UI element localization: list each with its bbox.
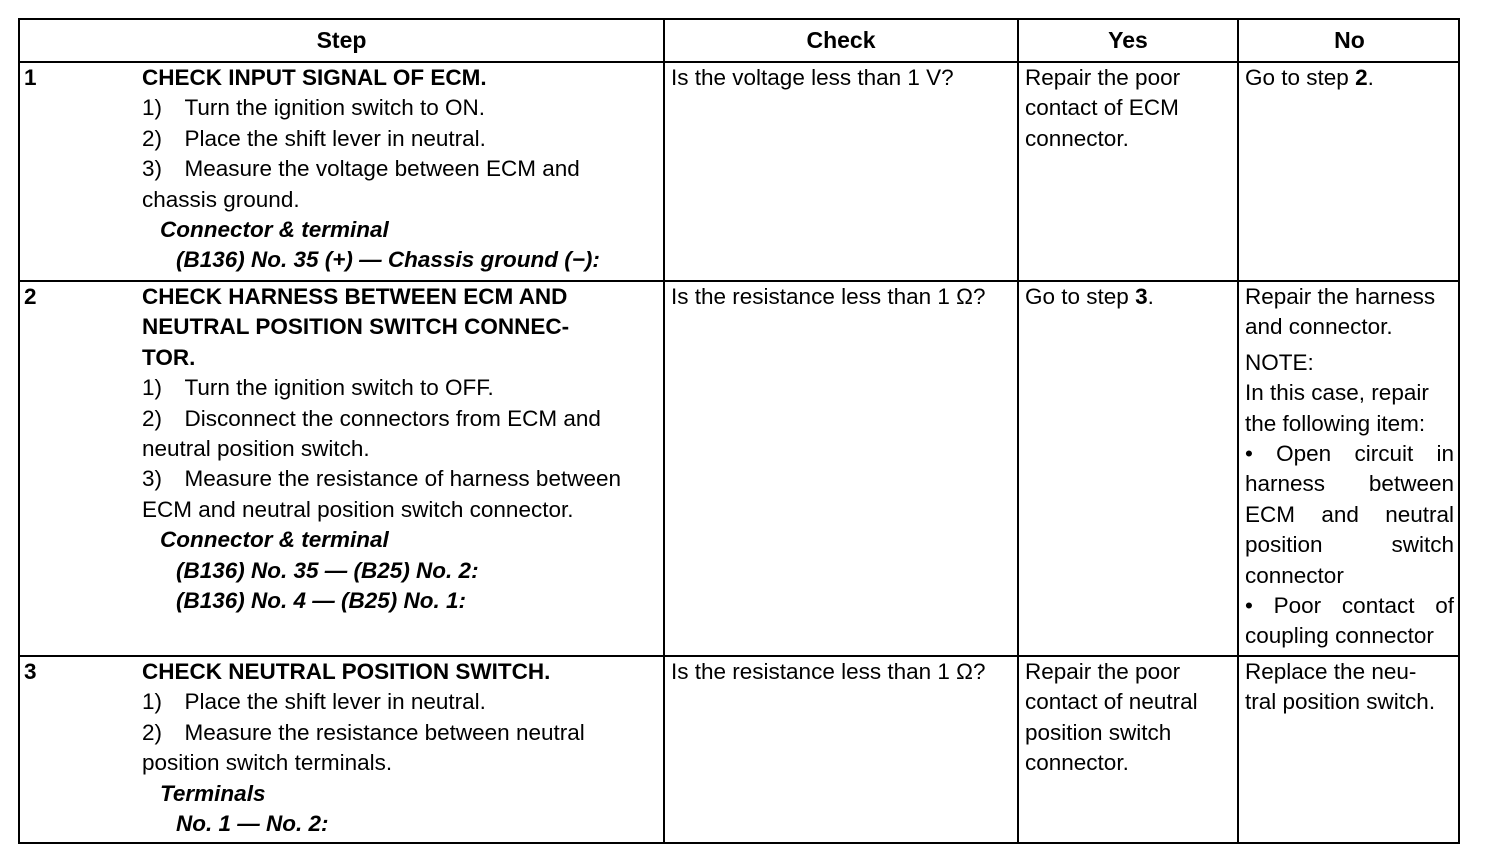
header-no: No (1334, 27, 1365, 53)
column-divider (663, 20, 665, 842)
step-line: neutral position switch. (142, 436, 370, 462)
yes-text: . (1147, 284, 1154, 309)
yes-line: position switch (1025, 719, 1172, 745)
yes-action (1025, 657, 1198, 779)
yes-action (1025, 282, 1154, 312)
no-line: tral position switch. (1245, 689, 1436, 715)
connector-terminal: (B136) No. 35 (+) — Chassis ground (−): (176, 247, 600, 273)
step-line: 3) Measure the voltage between ECM and (142, 156, 580, 182)
step-description (142, 63, 660, 276)
step-line: 1) Turn the ignition switch to ON. (142, 95, 486, 121)
step-number: 3 (24, 659, 37, 684)
check-question: Is the voltage less than 1 V? (671, 65, 954, 90)
no-line: coupling connector (1245, 623, 1434, 649)
bullet-item: • Open circuit in (1245, 441, 1454, 467)
connector-terminal: (B136) No. 35 — (B25) No. 2: (176, 557, 479, 583)
column-divider (1237, 20, 1239, 842)
terminals-label: Terminals (160, 780, 266, 806)
step-line: chassis ground. (142, 186, 300, 212)
step-line: 3) Measure the resistance of harness between (142, 466, 622, 492)
step-ref: 3 (1135, 284, 1148, 309)
check-question: Is the resistance less than 1 Ω? (671, 659, 986, 684)
note-label: NOTE: (1245, 349, 1314, 375)
step-ref: 2 (1355, 65, 1368, 90)
no-action (1245, 657, 1435, 718)
no-text: Go to step (1245, 65, 1356, 90)
step-number: 2 (24, 284, 37, 309)
step-line: ECM and neutral position switch connector. (142, 496, 574, 522)
connector-terminal: (B136) No. 4 — (B25) No. 1: (176, 588, 467, 614)
yes-line: contact of ECM (1025, 95, 1179, 121)
step-description (142, 282, 660, 616)
diagnostic-table (18, 18, 1460, 844)
yes-action (1025, 63, 1180, 154)
no-text: . (1367, 65, 1374, 90)
no-line: Replace the neu- (1245, 659, 1417, 684)
column-divider (1017, 20, 1019, 842)
step-title: CHECK HARNESS BETWEEN ECM AND (142, 284, 568, 309)
step-line: 2) Place the shift lever in neutral. (142, 125, 486, 151)
yes-line: contact of neutral (1025, 689, 1198, 715)
no-line: and connector. (1245, 314, 1393, 340)
header-yes: Yes (1108, 27, 1148, 53)
header-step: Step (316, 27, 367, 53)
check-question: Is the resistance less than 1 Ω? (671, 284, 986, 309)
no-line: In this case, repair (1245, 380, 1429, 406)
no-action (1245, 282, 1454, 652)
step-description (142, 657, 660, 839)
yes-line: connector. (1025, 125, 1129, 151)
terminal-pair: No. 1 — No. 2: (176, 811, 329, 837)
yes-line: connector. (1025, 750, 1129, 776)
yes-text: Go to step (1025, 284, 1136, 309)
step-title: NEUTRAL POSITION SWITCH CONNEC- (142, 314, 570, 340)
step-line: 1) Place the shift lever in neutral. (142, 689, 486, 715)
no-line: connector (1245, 562, 1344, 588)
yes-line: Repair the poor (1025, 659, 1181, 684)
bullet-item: • Poor contact of (1245, 593, 1454, 619)
step-line: position switch terminals. (142, 750, 393, 776)
no-line: position switch (1245, 532, 1454, 558)
connector-label: Connector & terminal (160, 527, 389, 553)
yes-line: Repair the poor (1025, 65, 1181, 90)
step-number: 1 (24, 65, 37, 90)
no-action (1245, 63, 1374, 93)
step-title: CHECK NEUTRAL POSITION SWITCH. (142, 659, 551, 684)
step-line: 2) Disconnect the connectors from ECM and (142, 405, 601, 431)
step-line: 2) Measure the resistance between neutral (142, 719, 585, 745)
step-title: CHECK INPUT SIGNAL OF ECM. (142, 65, 487, 90)
no-line: harness between (1245, 471, 1454, 497)
step-title: TOR. (142, 344, 196, 370)
step-line: 1) Turn the ignition switch to OFF. (142, 375, 494, 401)
header-check: Check (806, 27, 876, 53)
no-line: Repair the harness (1245, 284, 1436, 309)
no-line: the following item: (1245, 410, 1426, 436)
no-line: ECM and neutral (1245, 501, 1454, 527)
connector-label: Connector & terminal (160, 217, 389, 243)
